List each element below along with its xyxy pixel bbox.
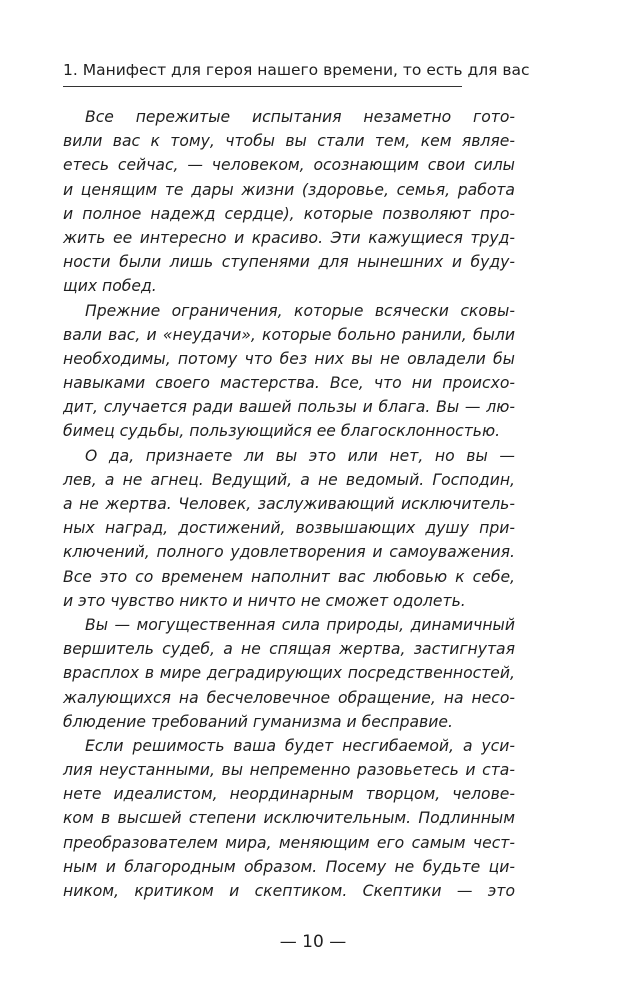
text-line: а не жертва. Человек, заслуживающий исключитель- bbox=[63, 495, 515, 513]
text-line: навыками своего мастерства. Все, что ни происхо- bbox=[63, 374, 515, 393]
text-line: и ценящим те дары жизни (здоровье, семья, работа bbox=[63, 180, 515, 199]
text-line: ным и благородным образом. Посему не будьте ци- bbox=[63, 857, 515, 876]
text-line: ных наград, достижений, возвышающих душу при- bbox=[63, 519, 515, 538]
text-line: дит, случается ради вашей пользы и блага. Вы — лю- bbox=[63, 398, 515, 417]
text-line: бимец судьбы, пользующийся ее благосклонностью. bbox=[63, 422, 501, 441]
text-line: и это чувство никто и ничто не сможет одолеть. bbox=[63, 591, 466, 610]
text-line: и полное надежд сердце), которые позволяют про- bbox=[63, 204, 515, 223]
text-line: жить ее интересно и красиво. Эти кажущиеся труд- bbox=[63, 228, 515, 247]
running-head: 1. Манифест для героя нашего времени, то есть для вас bbox=[63, 61, 530, 79]
text-line: Прежние ограничения, которые всячески сковы- bbox=[85, 301, 515, 320]
text-line: Вы — могущественная сила природы, динамичный bbox=[85, 615, 515, 634]
text-line: О да, признаете ли вы это или нет, но вы — bbox=[85, 446, 515, 465]
text-line: ником, критиком и скептиком. Скептики — это bbox=[63, 882, 515, 900]
body-text bbox=[63, 105, 515, 903]
text-line: етесь сейчас, — человеком, осознающим свои силы bbox=[63, 156, 515, 175]
text-line: лев, а не агнец. Ведущий, а не ведомый. Господин, bbox=[63, 470, 515, 489]
text-line: Все это со временем наполнит вас любовью к себе, bbox=[63, 567, 515, 586]
text-line: Если решимость ваша будет несгибаемой, а уси- bbox=[85, 736, 515, 755]
text-line: блюдение требований гуманизма и бесправие. bbox=[63, 712, 453, 731]
text-line: жалующихся на бесчеловечное обращение, на несо- bbox=[63, 688, 515, 707]
text-line: щих побед. bbox=[63, 277, 157, 296]
text-line: ности были лишь ступенями для нынешних и буду- bbox=[63, 253, 515, 272]
text-line: ключений, полного удовлетворения и самоуважения. bbox=[63, 543, 515, 562]
text-line: вили вас к тому, чтобы вы стали тем, кем являе- bbox=[63, 132, 515, 151]
text-line: ком в высшей степени исключительным. Подлинным bbox=[63, 809, 515, 828]
text-line: необходимы, потому что без них вы не овладели бы bbox=[63, 349, 515, 368]
header-rule bbox=[63, 86, 462, 87]
page-number: — 10 — bbox=[279, 932, 347, 952]
text-line: вершитель судеб, а не спящая жертва, застигнутая bbox=[63, 640, 515, 659]
text-line: лия неустанными, вы непременно разовьетесь и ста- bbox=[63, 761, 515, 780]
text-line: нете идеалистом, неординарным творцом, челове- bbox=[63, 785, 515, 804]
text-line: вали вас, и «неудачи», которые больно ранили, были bbox=[63, 325, 515, 344]
text-line: Все пережитые испытания незаметно гото- bbox=[85, 108, 515, 126]
text-line: врасплох в мире деградирующих посредственностей, bbox=[63, 664, 515, 683]
text-line: преобразователем мира, меняющим его самым чест- bbox=[63, 833, 515, 852]
